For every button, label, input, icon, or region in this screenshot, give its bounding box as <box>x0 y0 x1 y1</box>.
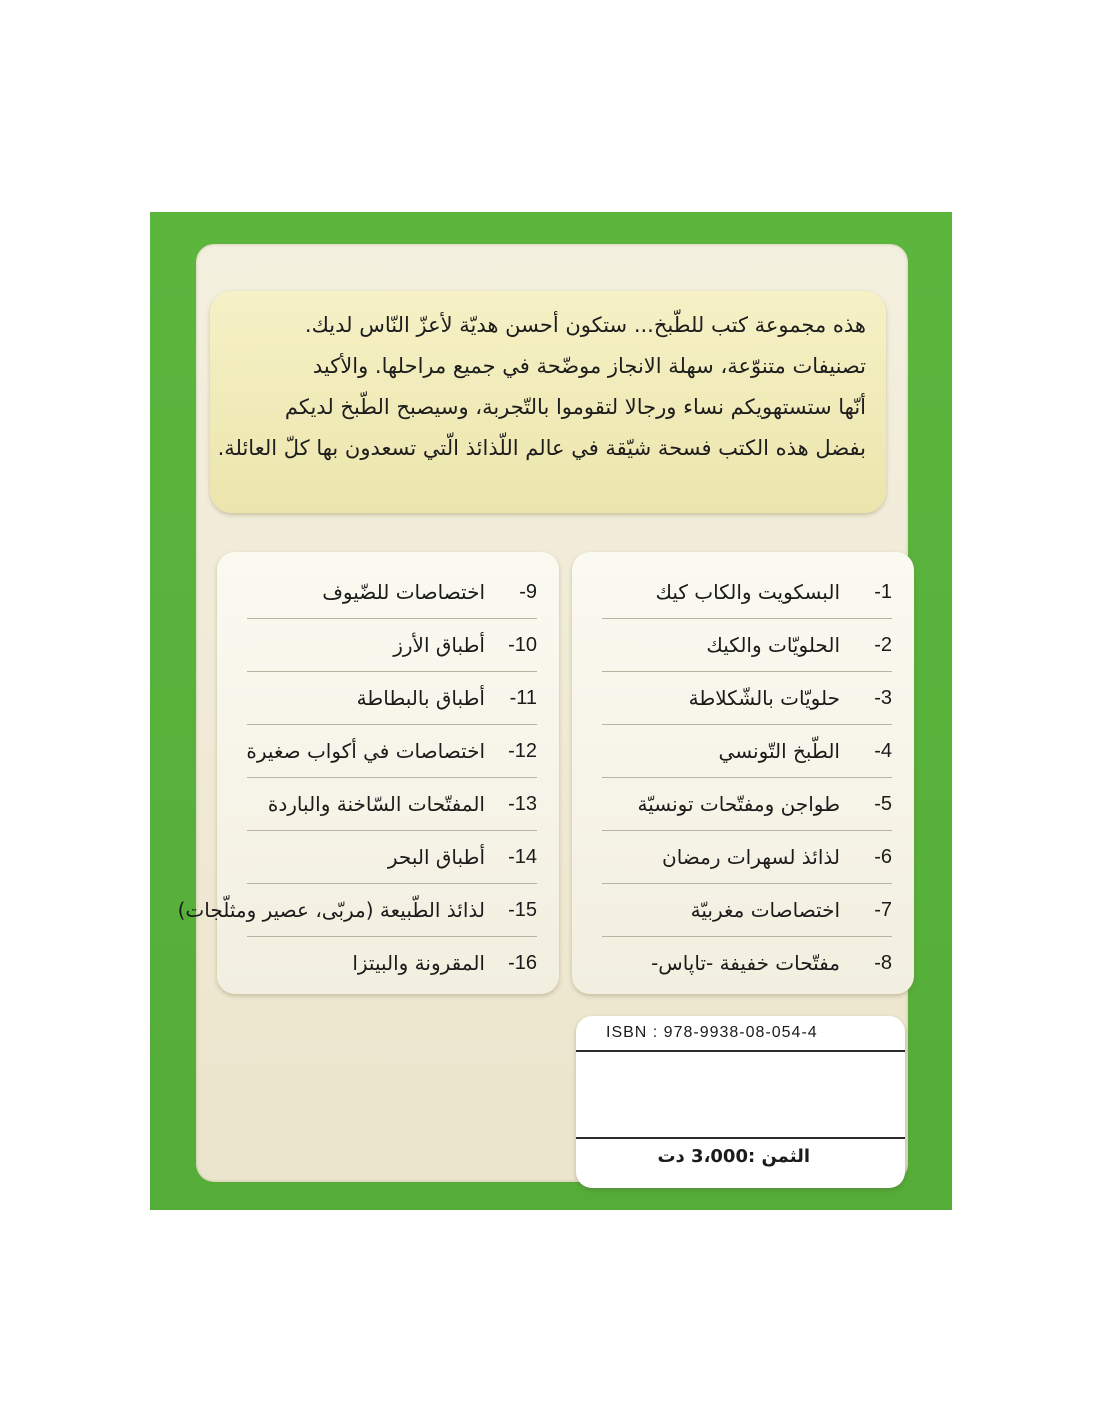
list-item <box>602 672 892 725</box>
book-number: 16- <box>508 951 537 974</box>
book-title: اختصاصات في أكواب صغيرة <box>246 739 485 763</box>
list-item <box>602 725 892 778</box>
list-item <box>602 619 892 672</box>
divider <box>576 1137 905 1139</box>
isbn-number: ISBN : 978-9938-08-054-4 <box>606 1024 818 1041</box>
book-title: اختصاصات مغربيّة <box>690 898 840 922</box>
book-title: حلويّات بالشّكلاطة <box>688 686 840 710</box>
price-label: الثمن :3،000 دت <box>657 1146 810 1167</box>
book-number: 13- <box>508 792 537 815</box>
book-title: طواجن ومفتّحات تونسيّة <box>637 792 840 816</box>
book-title: مفتّحات خفيفة -تاپاس- <box>651 951 840 975</box>
book-title: لذائذ الطّبيعة (مربّى، عصير ومثلّجات) <box>177 898 485 922</box>
book-title: البسكويت والكاب كيك <box>655 580 840 604</box>
divider <box>576 1050 905 1052</box>
book-title: الحلويّات والكيك <box>706 633 840 657</box>
list-item <box>177 884 537 937</box>
list-item <box>247 778 537 831</box>
book-number: 15- <box>508 898 537 921</box>
intro-line: تصنيفات متنوّعة، سهلة الانجاز موضّحة في جميع مراحلها. والأكيد <box>312 354 866 378</box>
list-item <box>247 672 537 725</box>
book-back-cover <box>150 212 952 1210</box>
book-title: لذائذ لسهرات رمضان <box>662 845 840 869</box>
intro-line: أنّها ستستهويكم نساء ورجالا لتقوموا بالتّجربة، وسيصبح الطّبخ لديكم <box>284 395 866 419</box>
book-number: 11- <box>509 686 537 709</box>
book-number: 7- <box>874 898 892 921</box>
book-number: 4- <box>874 739 892 762</box>
book-number: 14- <box>508 845 537 868</box>
book-number: 10- <box>508 633 537 656</box>
intro-line: هذه مجموعة كتب للطّبخ... ستكون أحسن هديّة لأعزّ النّاس لديك. <box>304 313 866 337</box>
book-number: 9- <box>519 580 537 603</box>
book-number: 12- <box>508 739 537 762</box>
book-title: الطّبخ التّونسي <box>718 739 840 763</box>
book-title: أطباق البحر <box>387 845 485 869</box>
book-title: المقرونة والبيتزا <box>352 951 485 975</box>
book-number: 6- <box>874 845 892 868</box>
book-number: 1- <box>874 580 892 603</box>
cover-inner-panel <box>177 244 908 1182</box>
list-item <box>602 831 892 884</box>
book-title: أطباق بالبطاطة <box>356 686 485 710</box>
list-item <box>247 619 537 672</box>
list-item <box>602 566 892 619</box>
book-number: 2- <box>874 633 892 656</box>
book-title: اختصاصات للضّيوف <box>322 580 485 604</box>
list-item <box>602 884 892 937</box>
book-title: المفتّحات السّاخنة والباردة <box>267 792 485 816</box>
book-number: 5- <box>874 792 892 815</box>
book-number: 3- <box>874 686 892 709</box>
intro-line: بفضل هذه الكتب فسحة شيّقة في عالم اللّذائذ الّتي تسعدون بها كلّ العائلة. <box>217 436 866 460</box>
list-item <box>602 778 892 831</box>
list-item <box>247 725 537 778</box>
list-item <box>247 566 537 619</box>
book-title: أطباق الأرز <box>393 633 485 657</box>
book-list-right <box>572 552 914 994</box>
book-number: 8- <box>874 951 892 974</box>
list-item <box>602 937 892 989</box>
isbn-barcode-box <box>576 1016 905 1188</box>
list-item <box>247 937 537 989</box>
intro-text-box <box>210 291 886 513</box>
list-item <box>247 831 537 884</box>
book-list-left <box>177 552 559 994</box>
